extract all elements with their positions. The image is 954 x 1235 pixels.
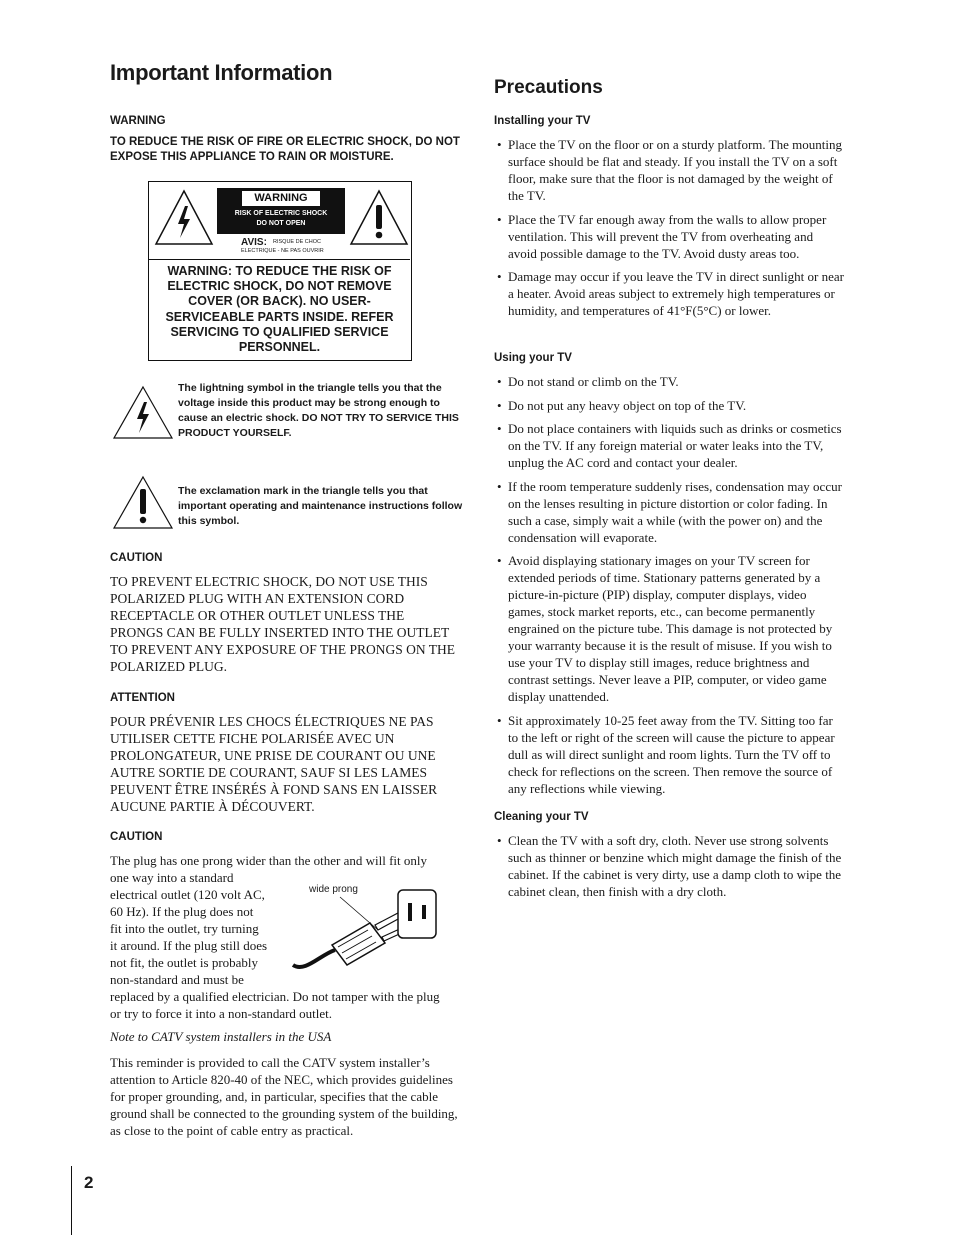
- attention-text: POUR PRÉVENIR LES CHOCS ÉLECTRIQUES NE PAS UTILISER CETTE FICHE POLARISÉE AVEC UN PROLONGATEUR, UNE PRISE DE COURANT OU UNE AUTRE SORTIE DE COURANT, SAUF SI LES LAMES PEUVENT ÊTRE INSÉRÉS À FOND SANS EN LAISSER AUCUNE PARTIE À DÉCOUVERT.: [110, 714, 438, 814]
- cleaning-list: [495, 832, 845, 907]
- lightning-triangle-icon: [154, 188, 214, 246]
- installing-heading: Installing your TV: [494, 115, 591, 127]
- catv-note-text: This reminder is provided to call the CATV system installer’s attention to Article 820-40 of the NEC, which provides guidelines for proper grounding, and, in particular, specifies that the cable ground shall be connected to the grounding system of the building, as close to the point of cable entry as practical.: [110, 1055, 458, 1138]
- cleaning-heading: Cleaning your TV: [494, 811, 589, 823]
- margin-rule: [71, 1166, 72, 1235]
- avis-small-text: RISQUE DE CHOC: [273, 239, 321, 245]
- warning-label-line1: RISK OF ELECTRIC SHOCK: [234, 210, 328, 217]
- list-item: • Clean the TV with a soft dry, cloth. Never use strong solvents such as thinner or benzine which might damage the finish of the cabinet. If the cabinet is very dirty, use a damp cloth to wipe the cabinet clean, then finish with a dry cloth.: [495, 832, 845, 900]
- installing-list: [495, 136, 845, 326]
- polarized-plug-illustration: [290, 885, 440, 980]
- list-item: • Do not place containers with liquids such as drinks or cosmetics on the TV. If any foreign material or water leaks into the TV, unplug the AC cord and contact your dealer.: [495, 420, 845, 471]
- caution-plug-text: The plug has one prong wider than the other and will fit only one way into a standard electrical outlet (120 volt AC, 60 Hz). If the plug does not fit into the outlet, try turning it around. If the plug still does not fit, the outlet is probably non-standard and must be replaced by a qualified electrician. Do not tamper with the plug or try to force it into a non-standard outlet.: [110, 853, 440, 1021]
- caution-plug-heading: CAUTION: [110, 831, 163, 843]
- using-heading: Using your TV: [494, 352, 572, 364]
- exclamation-triangle-icon: [112, 475, 174, 530]
- list-item: • Place the TV far enough away from the walls to allow proper ventilation. This will prevent the TV from overheating and avoid possible damage to the TV. Avoid dusty areas too.: [495, 211, 845, 262]
- list-item: • Damage may occur if you leave the TV in direct sunlight or near a heater. Avoid areas subject to extremely high temperatures or humidity, and temperatures of 41°F(5°C) or lower.: [495, 268, 845, 319]
- lightning-symbol-description: The lightning symbol in the triangle tells you that the voltage inside this product may be strong enough to cause an electric shock. DO NOT TRY TO SERVICE THIS PRODUCT YOURSELF.: [178, 382, 459, 439]
- using-list: [495, 373, 845, 803]
- list-item: • If the room temperature suddenly rises, condensation may occur on the lenses resulting in picture distortion or color fading. In such a case, simply wait a while (with the power on) and the condensation will evaporate.: [495, 478, 845, 546]
- list-item: • Sit approximately 10-25 feet away from the TV. Sitting too far to the left or right of the screen will cause the picture to appear dull as will direct sunlight and room lights. Turn the TV off to check for reflections on the screen. Then remove the source of any reflections while viewing.: [495, 712, 845, 797]
- avis-small-text-2: ELECTRIQUE - NE PAS OUVRIR: [241, 248, 324, 254]
- lightning-triangle-icon: [112, 385, 174, 440]
- avis-label: AVIS:: [241, 237, 267, 248]
- caution-text: TO PREVENT ELECTRIC SHOCK, DO NOT USE THIS POLARIZED PLUG WITH AN EXTENSION CORD RECEPTACLE OR OTHER OUTLET UNLESS THE PRONGS CAN BE FULLY INSERTED INTO THE OUTLET TO PREVENT ANY EXPOSURE OF THE PRONGS ON THE POLARIZED PLUG.: [110, 574, 456, 674]
- warning-label-title: WARNING: [242, 191, 320, 206]
- warning-label-line2: DO NOT OPEN: [256, 220, 306, 227]
- page-title: Important Information: [110, 60, 333, 85]
- page-number: 2: [84, 1173, 94, 1192]
- warning-label-top: [149, 182, 410, 260]
- warning-text: TO REDUCE THE RISK OF FIRE OR ELECTRIC SHOCK, DO NOT EXPOSE THIS APPLIANCE TO RAIN OR MOISTURE.: [110, 136, 460, 163]
- warning-label-black-panel: [217, 188, 345, 234]
- caution-heading: CAUTION: [110, 552, 163, 564]
- warning-label-box: [148, 181, 412, 361]
- list-item: • Avoid displaying stationary images on your TV screen for extended periods of time. Stationary patterns generated by a picture-in-picture (PIP) display, computer displays, video games, stock market reports, etc., can become permanently engrained on the picture tube. This damage is not protected by your warranty because it is the result of misuse. If you wish to use your TV to display still images, reduce brightness and contrast settings. Never leave a PIP, computer, or video game display unattended.: [495, 552, 845, 705]
- warning-label-text: WARNING: TO REDUCE THE RISK OF ELECTRIC SHOCK, DO NOT REMOVE COVER (OR BACK). NO USER-SERVICEABLE PARTS INSIDE. REFER SERVICING TO QUALIFIED SERVICE PERSONNEL.: [165, 264, 394, 355]
- precautions-title: Precautions: [494, 77, 603, 98]
- exclamation-symbol-description: The exclamation mark in the triangle tells you that important operating and maintenance instructions follow this symbol.: [178, 485, 463, 527]
- warning-heading: WARNING: [110, 115, 166, 127]
- exclamation-triangle-icon: [349, 188, 409, 246]
- list-item: • Place the TV on the floor or on a sturdy platform. The mounting surface should be flat and steady. If you install the TV on a soft floor, make sure that the floor is not damaged by the weight of the TV.: [495, 136, 845, 204]
- list-item: • Do not put any heavy object on top of the TV.: [495, 397, 845, 414]
- wide-prong-label: wide prong: [309, 884, 358, 895]
- catv-note-heading: Note to CATV system installers in the USA: [110, 1029, 332, 1044]
- list-item: • Do not stand or climb on the TV.: [495, 373, 845, 390]
- attention-heading: ATTENTION: [110, 692, 175, 704]
